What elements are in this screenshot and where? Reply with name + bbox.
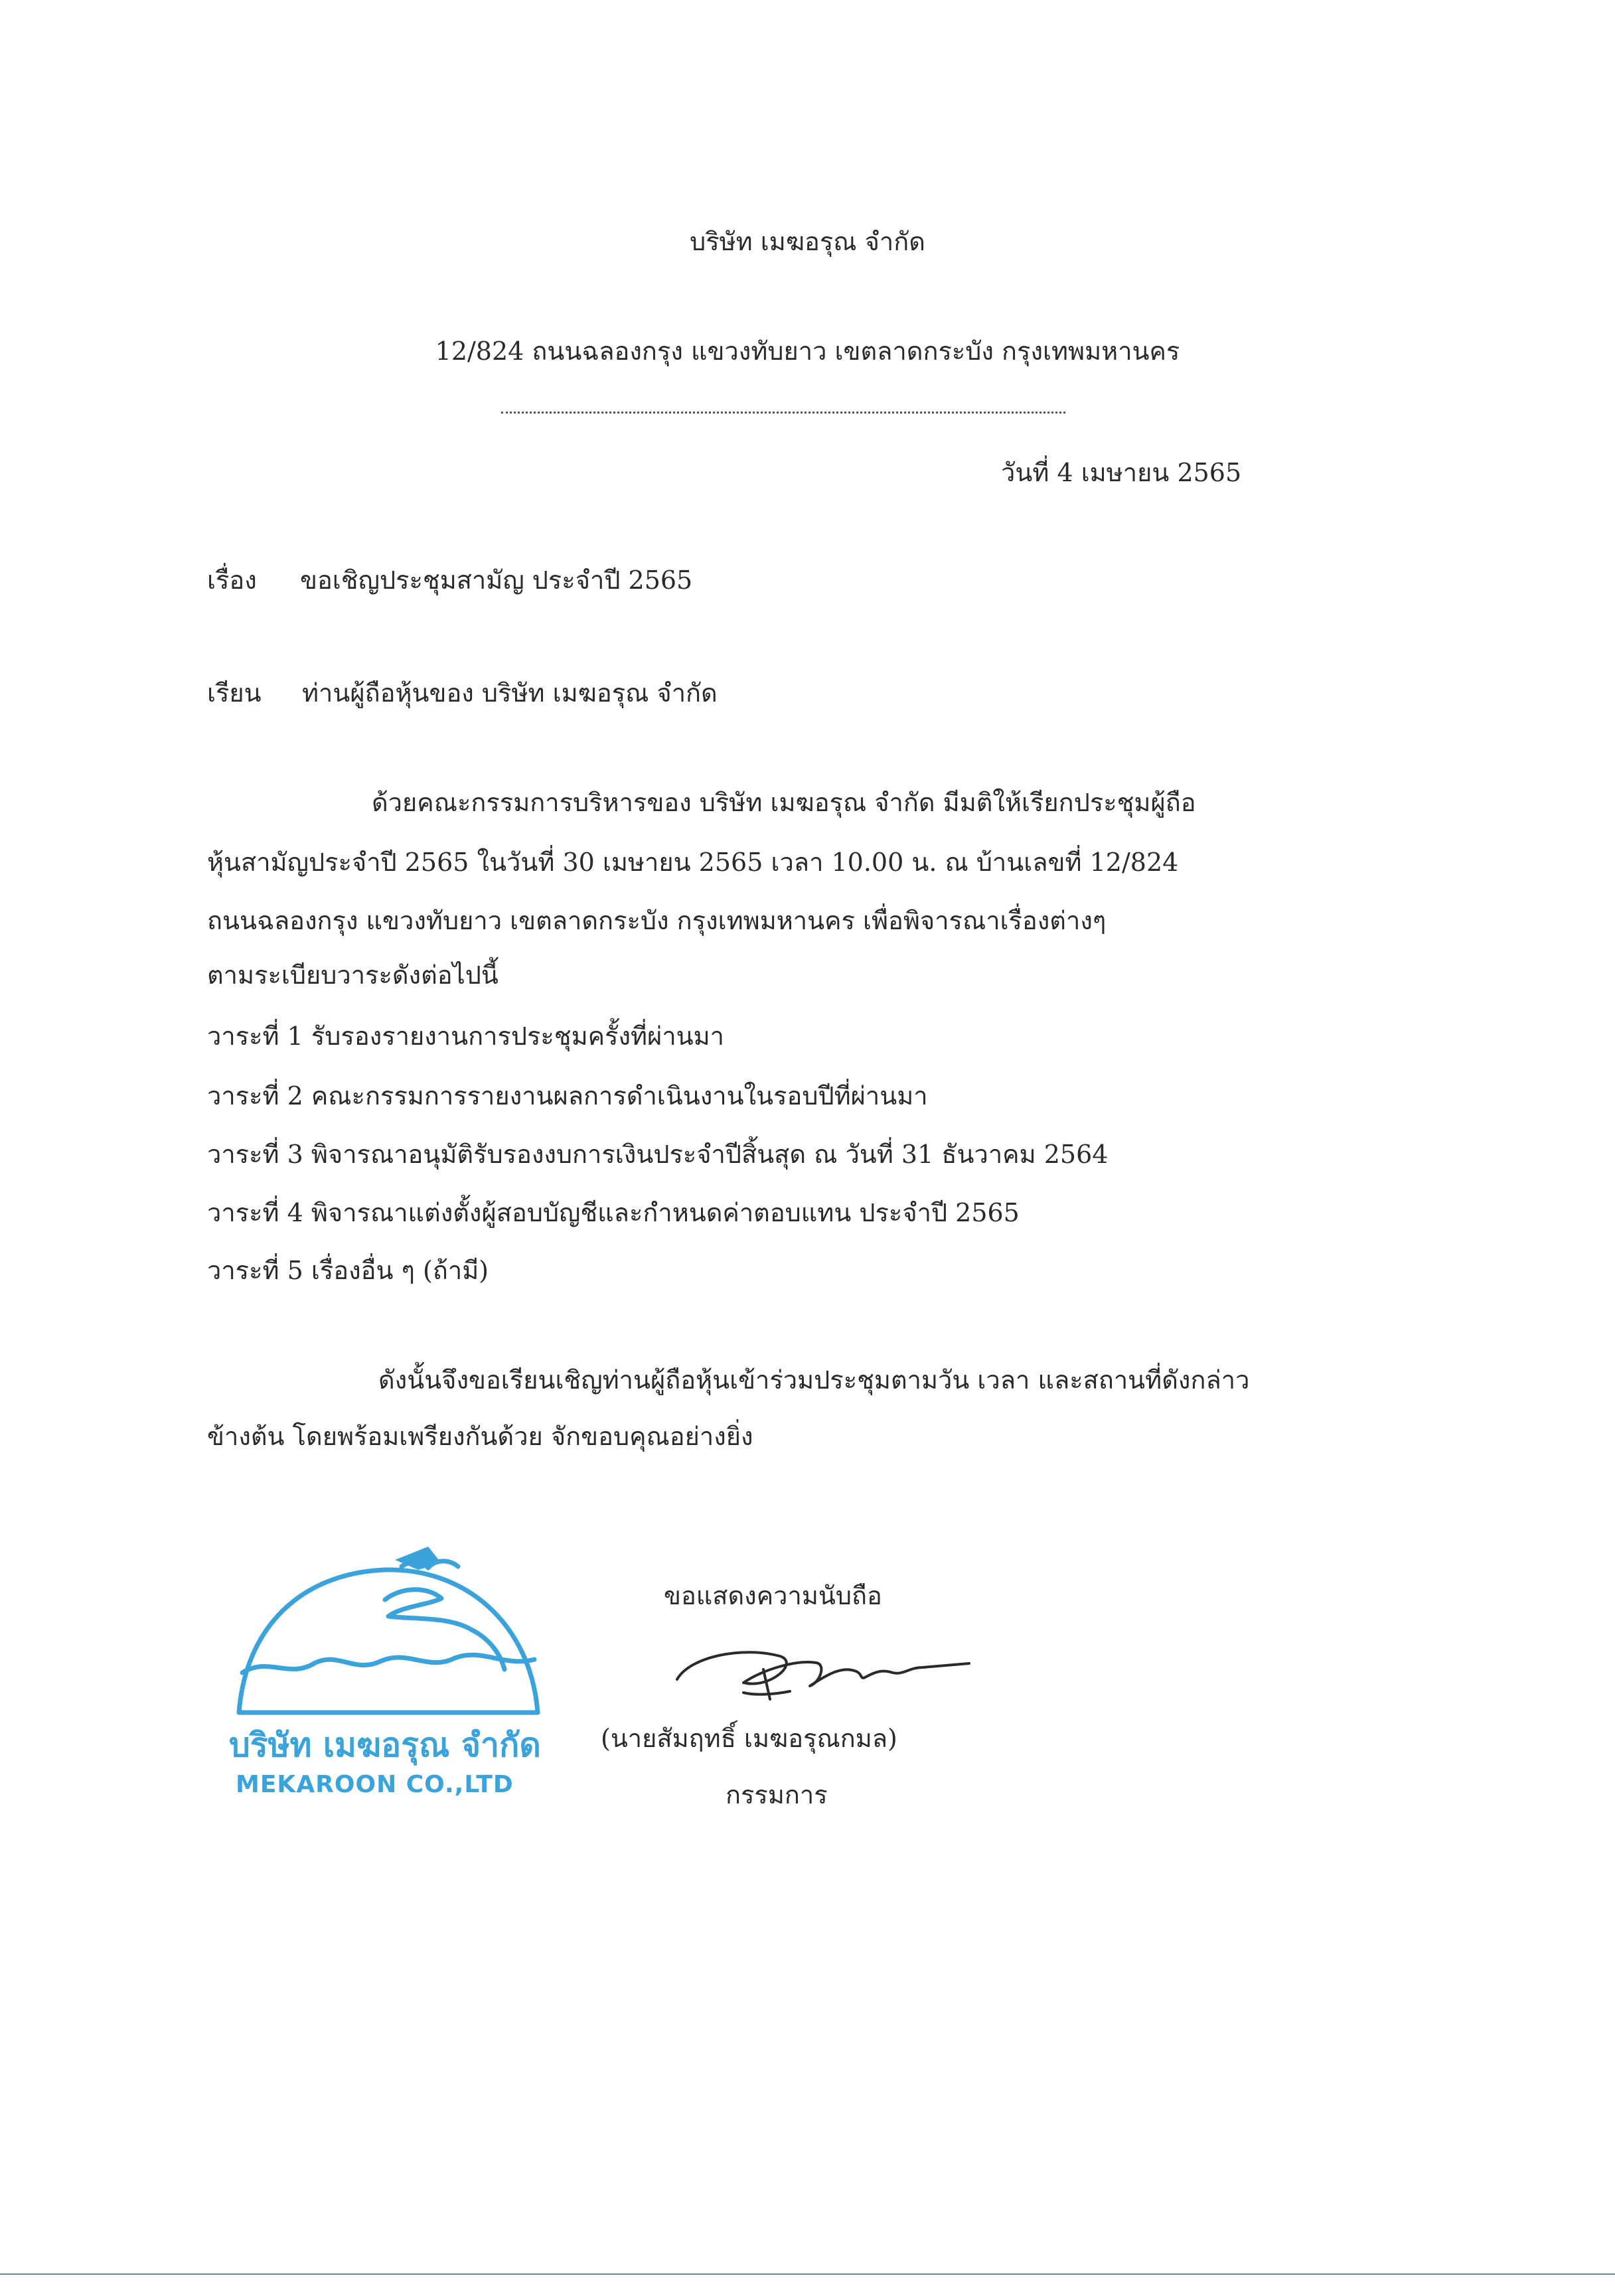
body-line-2: หุ้นสามัญประจำปี 2565 ในวันที่ 30 เมษายน 2565 เวลา 10.00 น. ณ บ้านเลขที่ 12/824 xyxy=(207,848,1179,877)
agenda-item-2: วาระที่ 2 คณะกรรมการรายงานผลการดำเนินงานในรอบปีที่ผ่านมา xyxy=(207,1081,928,1110)
dotted-divider xyxy=(501,412,1065,414)
agenda-item-3: วาระที่ 3 พิจารณาอนุมัติรับรองงบการเงินประจำปีสิ้นสุด ณ วันที่ 31 ธันวาคม 2564 xyxy=(207,1140,1109,1169)
company-address: 12/824 ถนนฉลองกรุง แขวงทับยาว เขตลาดกระบัง กรุงเทพมหานคร xyxy=(435,337,1180,366)
body-line-1: ด้วยคณะกรรมการบริหารของ บริษัท เมฆอรุณ จำกัด มีมติให้เรียกประชุมผู้ถือ xyxy=(372,788,1196,817)
recipient-label: เรียน xyxy=(207,678,262,708)
subject-label: เรื่อง xyxy=(207,566,257,595)
logo-name-english: MEKAROON CO.,LTD xyxy=(236,1771,514,1798)
letter-date: วันที่ 4 เมษายน 2565 xyxy=(1001,458,1242,487)
agenda-item-4: วาระที่ 4 พิจารณาแต่งตั้งผู้สอบบัญชีและกำหนดค่าตอบแทน ประจำปี 2565 xyxy=(207,1198,1020,1227)
recipient-text: ท่านผู้ถือหุ้นของ บริษัท เมฆอรุณ จำกัด xyxy=(302,678,718,708)
company-heading: บริษัท เมฆอรุณ จำกัด xyxy=(690,227,925,256)
logo-name-thai: บริษัท เมฆอรุณ จำกัด xyxy=(229,1726,541,1764)
agenda-item-5: วาระที่ 5 เรื่องอื่น ๆ (ถ้ามี) xyxy=(207,1256,489,1285)
handwritten-signature xyxy=(664,1633,982,1706)
body-line-4: ตามระเบียบวาระดังต่อไปนี้ xyxy=(207,960,499,990)
page-bottom-rule xyxy=(0,2273,1615,2275)
closing-line-1: ดังนั้นจึงขอเรียนเชิญท่านผู้ถือหุ้นเข้าร่วมประชุมตามวัน เวลา และสถานที่ดังกล่าว xyxy=(378,1365,1250,1395)
subject-text: ขอเชิญประชุมสามัญ ประจำปี 2565 xyxy=(300,566,693,595)
signer-position: กรรมการ xyxy=(726,1780,828,1809)
closing-line-2: ข้างต้น โดยพร้อมเพรียงกันด้วย จักขอบคุณอย่างยิ่ง xyxy=(207,1422,753,1451)
salutation: ขอแสดงความนับถือ xyxy=(664,1581,882,1610)
agenda-item-1: วาระที่ 1 รับรองรายงานการประชุมครั้งที่ผ่านมา xyxy=(207,1022,725,1051)
signer-name: (นายสัมฤทธิ์ เมฆอรุณกมล) xyxy=(601,1724,897,1753)
body-line-3: ถนนฉลองกรุง แขวงทับยาว เขตลาดกระบัง กรุงเทพมหานคร เพื่อพิจารณาเรื่องต่างๆ xyxy=(207,906,1107,935)
